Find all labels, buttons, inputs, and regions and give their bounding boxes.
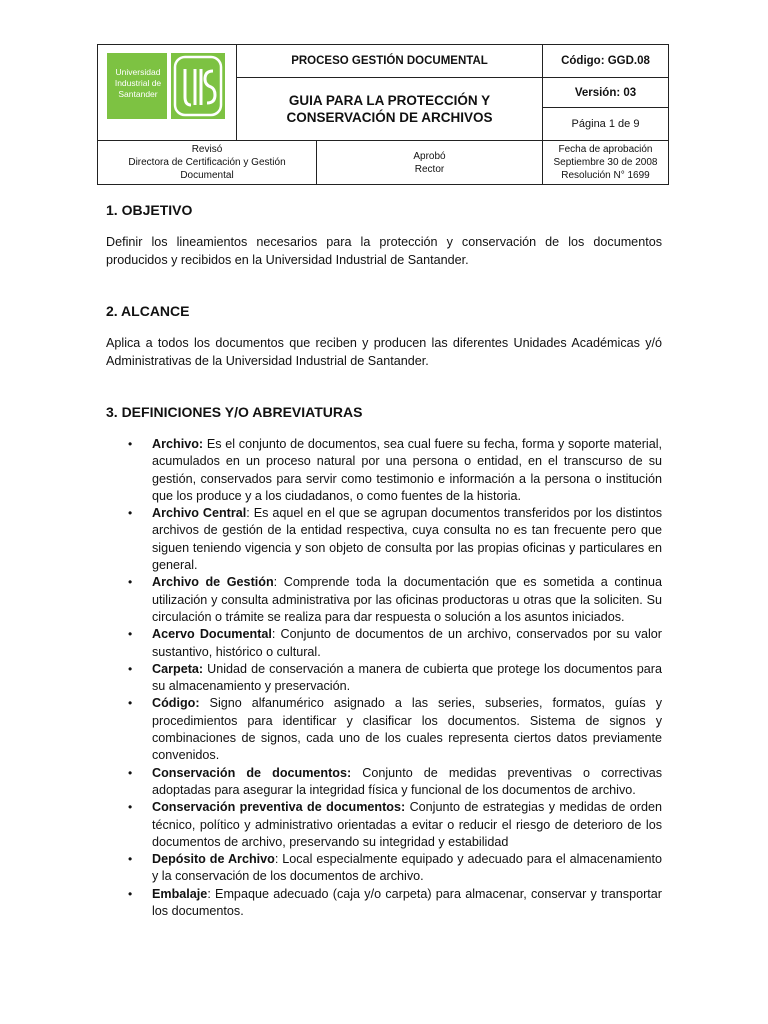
section-text: Definir los lineamientos necesarios para la protección y conservación de los documentos producidos y recibidos en la Universidad Industrial de Santander.: [106, 235, 662, 267]
process-name: PROCESO GESTIÓN DOCUMENTAL: [237, 45, 543, 78]
document-version: Versión: 03: [543, 78, 669, 108]
document-header-table: [97, 44, 669, 185]
definition-text: : Local especialmente equipado y adecuado para el almacenamiento y la conservación de los documentos de archivo.: [152, 852, 662, 884]
bullet-icon: •: [128, 575, 133, 590]
list-item: [106, 886, 662, 921]
definition-text: : Conjunto de documentos de un archivo, conservados por su valor sustantivo, histórico o cultural.: [152, 627, 662, 659]
bullet-icon: •: [128, 627, 133, 642]
approved-by: Rector: [414, 163, 445, 175]
section-objetivo: [106, 202, 662, 269]
definition-text: Conjunto de medidas preventivas o correctivas adoptadas para asegurar la integridad física y funcional de los documentos de archivo.: [152, 765, 662, 797]
approval-date-label: Fecha de aprobación: [558, 144, 653, 155]
definitions-list: [106, 436, 662, 920]
definition-term: Depósito de Archivo: [152, 852, 275, 867]
approved-label: Aprobó: [413, 150, 446, 162]
bullet-icon: •: [128, 696, 133, 711]
approval-cell: [543, 141, 669, 185]
list-item: [106, 661, 662, 696]
bullet-icon: •: [128, 765, 133, 780]
logo-text: Universidad Industrial de Santander: [114, 67, 162, 99]
definition-term: Archivo Central: [152, 506, 247, 521]
definition-text: Conjunto de estrategias y medidas de orden técnico, político y administrativo orientadas a evitar o reducir el riesgo de deterioro de los documentos de archivo, preservando su integridad y estabilidad: [152, 800, 662, 849]
bullet-icon: •: [128, 886, 133, 901]
definition-text: : Comprende toda la documentación que es sometida a continua utilización y consulta administrativa por las oficinas productoras u otras que la soliciten. Su circulación o trámite se realiza para dar respuesta o solución a los asuntos iniciados.: [152, 575, 663, 624]
bullet-icon: •: [128, 852, 133, 867]
list-item: [106, 765, 662, 800]
section-heading: 3. DEFINICIONES Y/O ABREVIATURAS: [106, 404, 363, 420]
section-definiciones: [106, 404, 662, 920]
list-item: [106, 436, 662, 505]
definition-text: Signo alfanumérico asignado a las series, subseries, formatos, guías y procedimientos para identificar y clasificar los documentos. Sistema de signos y combinaciones de signos, cada uno de los cuales representa ciertos datos previamente convenidos.: [152, 696, 662, 763]
definition-term: Acervo Documental: [152, 627, 272, 642]
section-text: Aplica a todos los documentos que reciben y producen las diferentes Unidades Académicas y/ó Administrativas de la Universidad Industrial de Santander.: [106, 336, 662, 368]
title-line-2: CONSERVACIÓN DE ARCHIVOS: [286, 110, 493, 125]
definition-term: Archivo:: [152, 437, 204, 451]
section-alcance: [106, 303, 662, 370]
definition-text: Unidad de conservación a manera de cubierta que protege los documentos para su almacenamiento y preservación.: [152, 661, 662, 694]
resolution-number: Resolución N° 1699: [561, 170, 650, 181]
bullet-icon: •: [128, 800, 133, 815]
list-item: [106, 626, 662, 661]
list-item: [106, 505, 662, 574]
page-number: Página 1 de 9: [543, 108, 669, 141]
definition-term: Conservación preventiva de documentos:: [152, 800, 406, 815]
list-item: [106, 851, 662, 886]
approval-date: Septiembre 30 de 2008: [553, 157, 658, 168]
uis-logo: [107, 53, 225, 119]
reviewed-label: Revisó: [191, 144, 223, 155]
document-code: Código: GGD.08: [543, 45, 669, 78]
definition-text: : Empaque adecuado (caja y/o carpeta) para almacenar, conservar y transportar los documentos.: [152, 886, 662, 919]
bullet-icon: •: [128, 661, 133, 676]
definition-term: Archivo de Gestión: [152, 575, 274, 590]
bullet-icon: •: [128, 506, 133, 521]
section-heading: 2. ALCANCE: [106, 303, 190, 319]
definition-term: Código:: [152, 696, 200, 711]
logo-cell: [98, 45, 237, 141]
reviewed-by: Directora de Certificación y Gestión Documental: [128, 157, 286, 181]
title-line-1: GUIA PARA LA PROTECCIÓN Y: [288, 93, 491, 108]
approved-cell: [317, 141, 543, 185]
list-item: [106, 695, 662, 764]
reviewed-cell: [98, 141, 317, 185]
bullet-icon: •: [128, 437, 133, 451]
definition-term: Conservación de documentos:: [152, 765, 352, 780]
definition-term: Embalaje: [152, 886, 208, 901]
list-item: [106, 799, 662, 851]
definition-term: Carpeta:: [152, 661, 204, 676]
list-item: [106, 574, 662, 626]
definition-text: Es el conjunto de documentos, sea cual fuere su fecha, forma y soporte material, acumulados en un proceso natural por una persona o entidad, en el transcurso de su gestión, conservados para servir como testimonio e información a la persona o institución que los produce y a los ciudadanos, o como fuentes de la historia.: [152, 437, 662, 503]
definition-text: : Es aquel en el que se agrupan documentos transferidos por los distintos archivos de gestión de la entidad respectiva, cuya consulta no es tan frecuente pero que siguen teniendo vigencia y son objeto de consulta por las propias oficinas y particulares en general.: [152, 506, 663, 573]
document-title: [237, 78, 543, 141]
uis-logo-mark-icon: [171, 53, 225, 119]
section-heading: 1. OBJETIVO: [106, 202, 193, 218]
